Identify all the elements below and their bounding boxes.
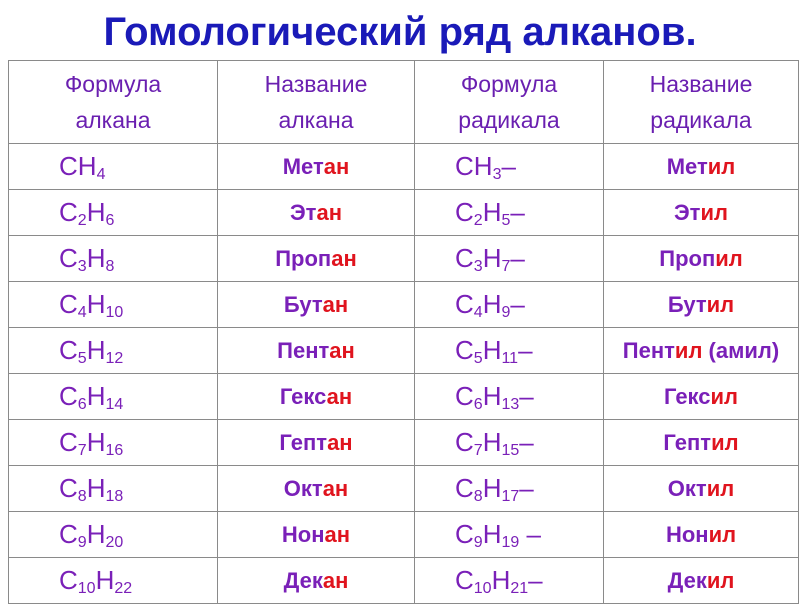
radical-dash: – xyxy=(519,519,541,549)
formula-element: C xyxy=(455,381,474,411)
radical-formula-cell xyxy=(415,236,604,282)
radical-name-stem: Окт xyxy=(667,475,707,501)
alkane-formula-cell xyxy=(9,558,218,604)
alkane-name-cell xyxy=(218,144,415,190)
name-suffix: ан xyxy=(322,567,349,593)
alkane-formula-cell xyxy=(9,236,218,282)
table-row xyxy=(9,374,799,420)
formula-element: C xyxy=(59,519,78,549)
formula-element: C xyxy=(455,519,474,549)
name-stem: Окт xyxy=(283,475,323,501)
formula-element: C xyxy=(59,473,78,503)
header-line: Формула xyxy=(64,71,162,97)
radical-name-cell xyxy=(604,144,799,190)
radical-name-cell xyxy=(604,328,799,374)
formula-element: H xyxy=(482,197,502,227)
name-suffix: ан xyxy=(327,429,353,455)
formula-subscript: 8 xyxy=(105,258,115,275)
name-suffix: ан xyxy=(329,337,355,363)
formula-element: H xyxy=(86,335,106,365)
radical-dash: – xyxy=(510,243,525,273)
radical-name-stem: Эт xyxy=(674,199,701,225)
formula-element: H xyxy=(482,519,502,549)
formula-subscript: 7 xyxy=(501,258,511,275)
formula-subscript: 15 xyxy=(501,442,520,459)
header-line: алкана xyxy=(278,107,354,133)
radical-name-suffix: ил xyxy=(706,291,735,317)
table-row xyxy=(9,512,799,558)
radical-formula-cell xyxy=(415,144,604,190)
formula-element: H xyxy=(86,427,106,457)
formula-subscript: 9 xyxy=(473,534,483,551)
radical-name-stem: Проп xyxy=(659,245,716,271)
name-suffix: ан xyxy=(316,199,342,225)
formula-subscript: 4 xyxy=(77,304,87,321)
radical-dash: – xyxy=(528,565,543,595)
formula-element: H xyxy=(86,381,106,411)
table-row xyxy=(9,328,799,374)
formula-element: C xyxy=(455,565,474,595)
header-alkane-formula xyxy=(9,61,218,144)
formula-subscript: 2 xyxy=(77,212,87,229)
formula-subscript: 18 xyxy=(105,488,124,505)
page-title: Гомологический ряд алканов. xyxy=(103,10,697,54)
header-radical-name xyxy=(604,61,799,144)
alkane-name-cell xyxy=(218,420,415,466)
formula-element: H xyxy=(482,335,502,365)
name-stem: Мет xyxy=(282,153,324,179)
name-stem: Гекс xyxy=(279,383,327,409)
alkane-name-cell xyxy=(218,558,415,604)
radical-dash: – xyxy=(518,335,533,365)
formula-element: H xyxy=(482,289,502,319)
table-row xyxy=(9,558,799,604)
formula-subscript: 10 xyxy=(105,304,124,321)
formula-element: C xyxy=(59,197,78,227)
alkane-name-cell xyxy=(218,190,415,236)
header-line: алкана xyxy=(75,107,151,133)
formula-subscript: 10 xyxy=(473,580,492,597)
radical-dash: – xyxy=(501,151,516,181)
name-suffix: ан xyxy=(324,521,351,547)
radical-dash: – xyxy=(519,427,534,457)
formula-subscript: 16 xyxy=(105,442,124,459)
formula-element: H xyxy=(482,427,502,457)
formula-subscript: 6 xyxy=(77,396,87,413)
formula-element: H xyxy=(86,289,106,319)
table-row xyxy=(9,282,799,328)
radical-name-cell xyxy=(604,420,799,466)
radical-name-suffix: ил xyxy=(715,245,743,271)
radical-name-stem: Нон xyxy=(665,521,709,547)
formula-subscript: 6 xyxy=(473,396,483,413)
formula-element: C xyxy=(59,565,78,595)
radical-formula-cell xyxy=(415,328,604,374)
radical-name-stem: Гекс xyxy=(663,383,711,409)
formula-subscript: 4 xyxy=(473,304,483,321)
radical-name-cell xyxy=(604,374,799,420)
radical-name-suffix: ил xyxy=(710,383,739,409)
formula-subscript: 8 xyxy=(473,488,483,505)
formula-element: H xyxy=(491,565,511,595)
formula-element: C xyxy=(455,243,474,273)
alkane-formula-cell xyxy=(9,466,218,512)
formula-subscript: 22 xyxy=(114,580,133,597)
formula-element: C xyxy=(455,335,474,365)
formula-element: C xyxy=(455,473,474,503)
alkanes-table xyxy=(8,60,799,604)
table-row xyxy=(9,190,799,236)
formula-subscript: 10 xyxy=(77,580,96,597)
radical-formula-cell xyxy=(415,512,604,558)
name-stem: Нон xyxy=(281,521,325,547)
header-alkane-name xyxy=(218,61,415,144)
radical-formula-cell xyxy=(415,466,604,512)
radical-name-cell xyxy=(604,282,799,328)
header-radical-formula xyxy=(415,61,604,144)
name-stem: Эт xyxy=(290,199,317,225)
name-suffix: ан xyxy=(326,383,353,409)
radical-name-stem: Гепт xyxy=(663,429,712,455)
formula-subscript: 5 xyxy=(473,350,483,367)
radical-name-suffix: ил xyxy=(700,199,728,225)
table-header-row xyxy=(9,61,799,144)
formula-subscript: 3 xyxy=(473,258,483,275)
radical-name-suffix: ил xyxy=(674,337,703,363)
alkane-formula-cell xyxy=(9,420,218,466)
formula-subscript: 17 xyxy=(501,488,520,505)
name-suffix: ан xyxy=(322,475,349,501)
formula-element: C xyxy=(59,381,78,411)
radical-formula-cell xyxy=(415,420,604,466)
radical-dash: – xyxy=(510,289,525,319)
formula-subscript: 5 xyxy=(501,212,511,229)
radical-dash: – xyxy=(510,197,525,227)
formula-element: H xyxy=(86,197,106,227)
radical-name-cell xyxy=(604,190,799,236)
formula-element: H xyxy=(482,381,502,411)
formula-subscript: 8 xyxy=(77,488,87,505)
header-line: Формула xyxy=(460,71,558,97)
radical-formula-cell xyxy=(415,282,604,328)
header-line: Название xyxy=(649,71,753,97)
radical-formula-cell xyxy=(415,558,604,604)
formula-subscript: 5 xyxy=(77,350,87,367)
radical-name-stem: Пент xyxy=(622,337,675,363)
formula-subscript: 13 xyxy=(501,396,520,413)
alkane-name-cell xyxy=(218,282,415,328)
formula-subscript: 7 xyxy=(77,442,87,459)
alkane-name-cell xyxy=(218,374,415,420)
table-row xyxy=(9,466,799,512)
radical-name-suffix: ил xyxy=(706,475,735,501)
formula-element: C xyxy=(455,197,474,227)
alkane-formula-cell xyxy=(9,328,218,374)
radical-name-stem: Мет xyxy=(666,153,708,179)
table-row xyxy=(9,144,799,190)
alkane-name-cell xyxy=(218,236,415,282)
alkane-formula-cell xyxy=(9,282,218,328)
formula-subscript: 6 xyxy=(105,212,115,229)
radical-name-stem: Дек xyxy=(667,567,707,593)
name-suffix: ан xyxy=(323,153,350,179)
radical-name-suffix: ил xyxy=(711,429,739,455)
formula-element: H xyxy=(95,565,115,595)
formula-element: H xyxy=(482,473,502,503)
table-row xyxy=(9,420,799,466)
name-suffix: ан xyxy=(331,245,357,271)
alkane-formula-cell xyxy=(9,190,218,236)
formula-subscript: 12 xyxy=(105,350,124,367)
formula-subscript: 7 xyxy=(473,442,483,459)
table-row xyxy=(9,236,799,282)
radical-formula-cell xyxy=(415,374,604,420)
name-stem: Гепт xyxy=(279,429,328,455)
formula-subscript: 11 xyxy=(501,350,519,367)
radical-name-cell xyxy=(604,512,799,558)
formula-element: H xyxy=(86,473,106,503)
alkane-name-cell xyxy=(218,512,415,558)
formula-subscript: 20 xyxy=(105,534,124,551)
formula-subscript: 21 xyxy=(510,580,529,597)
radical-dash: – xyxy=(519,381,534,411)
alkane-formula-cell xyxy=(9,374,218,420)
header-line: радикала xyxy=(650,107,752,133)
formula-element: C xyxy=(59,289,78,319)
formula-element: C xyxy=(455,289,474,319)
formula-subscript: 2 xyxy=(473,212,483,229)
formula-element: CH xyxy=(455,151,493,181)
radical-name-stem: Бут xyxy=(667,291,707,317)
formula-subscript: 19 xyxy=(501,534,520,551)
formula-element: C xyxy=(59,243,78,273)
radical-dash: – xyxy=(519,473,534,503)
radical-name-extra: (амил) xyxy=(702,337,780,363)
radical-name-cell xyxy=(604,558,799,604)
name-stem: Пент xyxy=(277,337,330,363)
radical-name-suffix: ил xyxy=(706,567,735,593)
header-line: Название xyxy=(264,71,368,97)
formula-element: CH xyxy=(59,151,97,181)
radical-formula-cell xyxy=(415,190,604,236)
alkane-name-cell xyxy=(218,328,415,374)
name-suffix: ан xyxy=(322,291,349,317)
formula-subscript: 9 xyxy=(77,534,87,551)
formula-element: H xyxy=(482,243,502,273)
formula-subscript: 3 xyxy=(77,258,87,275)
formula-subscript: 9 xyxy=(501,304,511,321)
formula-element: C xyxy=(59,335,78,365)
name-stem: Бут xyxy=(283,291,323,317)
radical-name-cell xyxy=(604,466,799,512)
formula-element: H xyxy=(86,243,106,273)
formula-subscript: 14 xyxy=(105,396,124,413)
formula-element: H xyxy=(86,519,106,549)
name-stem: Дек xyxy=(283,567,323,593)
table-body xyxy=(9,144,799,604)
alkane-name-cell xyxy=(218,466,415,512)
alkane-formula-cell xyxy=(9,512,218,558)
header-line: радикала xyxy=(458,107,560,133)
formula-subscript: 4 xyxy=(96,166,106,183)
formula-element: C xyxy=(455,427,474,457)
alkane-formula-cell xyxy=(9,144,218,190)
formula-subscript: 3 xyxy=(492,166,502,183)
radical-name-suffix: ил xyxy=(708,521,737,547)
radical-name-suffix: ил xyxy=(707,153,736,179)
radical-name-cell xyxy=(604,236,799,282)
name-stem: Проп xyxy=(275,245,332,271)
formula-element: C xyxy=(59,427,78,457)
